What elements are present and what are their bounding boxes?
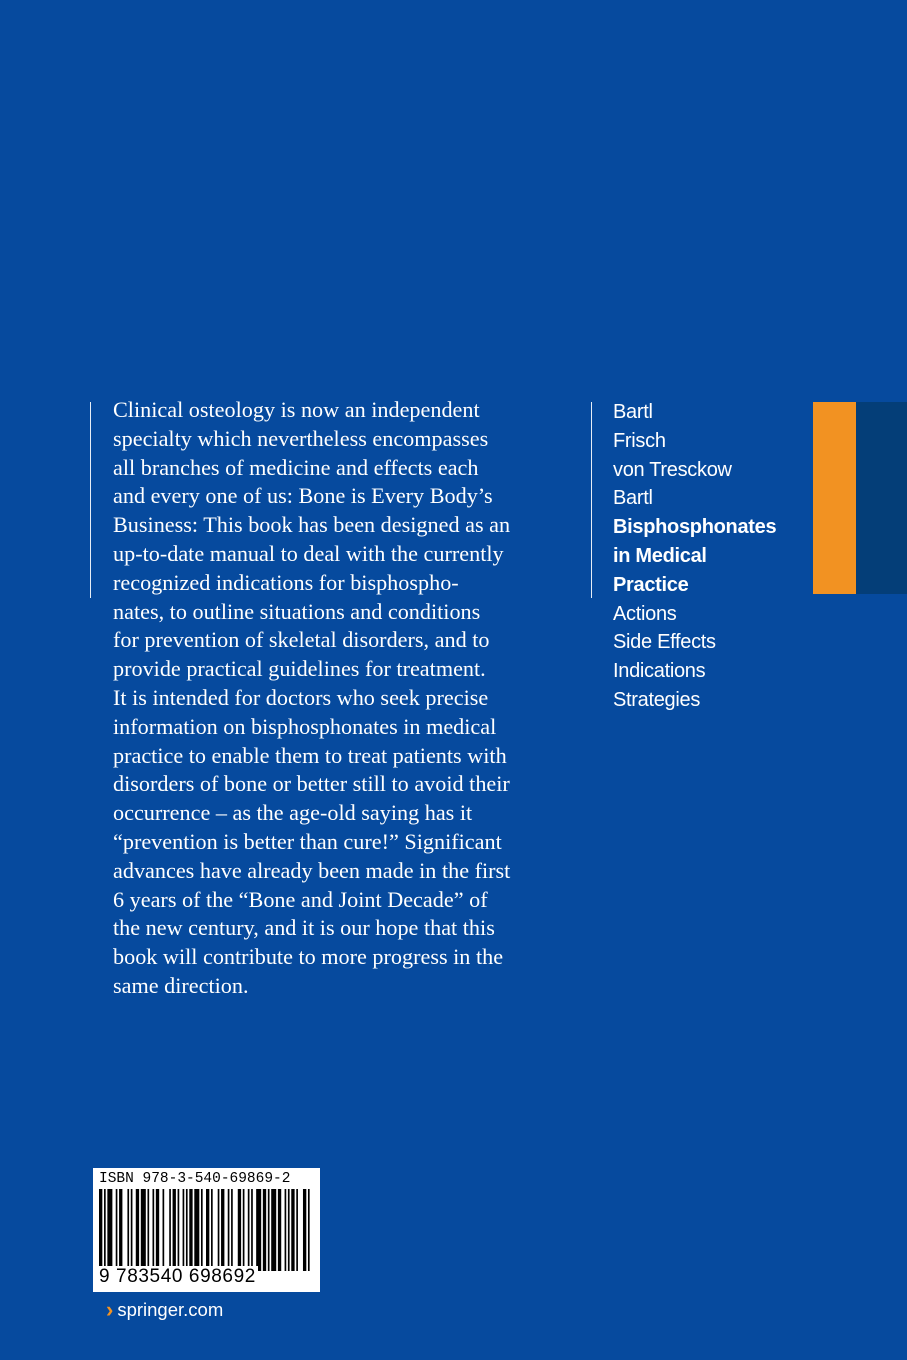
dark-blue-color-stripe [856,402,907,594]
book-subtitle-line: Indications [613,660,706,683]
barcode-bar [173,1189,176,1271]
barcode-bar [211,1189,213,1271]
book-subtitle-line: Actions [613,602,677,625]
blurb-line: Clinical osteology is now an independent [113,397,480,422]
barcode-bar [263,1189,266,1271]
back-cover-blurb [113,396,583,1001]
ean-number: 9 783540 698692 [99,1266,256,1287]
barcode-bar [147,1189,149,1271]
book-info-column [613,398,776,715]
blurb-line: provide practical guidelines for treatment. [113,656,486,682]
barcode-bar [221,1189,224,1271]
barcode-bar [271,1189,276,1271]
barcode-bar [291,1189,294,1271]
blurb-line: for prevention of skeletal disorders, and to [113,627,490,653]
blurb-line: occurrence – as the age-old saying has it [113,800,473,826]
blurb-line: all branches of medicine and effects each [113,454,479,480]
barcode-bar [228,1189,230,1271]
blurb-line: nates, to outline situations and conditions [113,598,481,624]
barcode-bar [141,1189,146,1271]
barcode-bar [256,1189,261,1271]
barcode-bar [189,1189,192,1271]
book-title-line: Practice [613,573,689,596]
author-name: von Tresckow [613,458,732,481]
blurb-line: 6 years of the “Bone and Joint Decade” of [113,886,488,912]
book-title-line: Bisphosphonates [613,516,777,539]
author-name: Frisch [613,429,666,452]
barcode-bar [251,1189,253,1271]
blurb-divider-line [90,402,91,598]
barcode-bar [136,1189,139,1271]
barcode-bar [99,1189,102,1271]
blurb-line: disorders of bone or better still to avoid their [113,771,510,797]
barcode-bar [296,1189,298,1271]
barcode-bar [194,1189,199,1271]
blurb-line: specialty which nevertheless encompasses [113,425,489,451]
barcode-bar [268,1189,270,1271]
barcode-bar [243,1189,245,1271]
blurb-line: book will contribute to more progress in the [113,944,504,970]
isbn-barcode [93,1168,320,1292]
blurb-line: practice to enable them to treat patients with [113,742,507,768]
blurb-line: and every one of us: Bone is Every Body’s [113,483,493,509]
barcode-bars [99,1189,313,1271]
orange-color-stripe [813,402,856,594]
barcode-bar [183,1189,185,1271]
blurb-line: advances have already been made in the first [113,857,511,883]
barcode-bar [131,1189,133,1271]
barcode-bar [288,1189,290,1271]
book-subtitle-line: Strategies [613,688,701,711]
chevron-right-icon: › [106,1297,114,1322]
blurb-line: up-to-date manual to deal with the currently [113,540,504,566]
blurb-line: the new century, and it is our hope that this [113,915,495,941]
barcode-bar [308,1189,310,1271]
blurb-line: Business: This book has been designed as an [113,512,511,538]
barcode-bar [153,1189,155,1271]
barcode-bar [169,1189,171,1271]
blurb-line: “prevention is better than cure!” Significant [113,828,502,854]
barcode-bar [231,1189,233,1271]
blurb-line: It is intended for doctors who seek precise [113,684,489,710]
book-subtitle-line: Side Effects [613,631,716,654]
barcode-bar [248,1189,250,1271]
publisher-link[interactable] [106,1297,223,1323]
barcode-bar [116,1189,118,1271]
side-divider-line [591,402,592,598]
barcode-bar [218,1189,220,1271]
blurb-line: same direction. [113,972,249,998]
barcode-bar [163,1189,165,1271]
barcode-bar [303,1189,306,1271]
barcode-bar [278,1189,281,1271]
blurb-line: recognized indications for bisphospho- [113,569,459,595]
barcode-bar [206,1189,209,1271]
book-title-line: in Medical [613,544,707,567]
barcode-bar [104,1189,106,1271]
barcode-bar [186,1189,188,1271]
isbn-number: ISBN 978-3-540-69869-2 [99,1171,291,1187]
author-name: Bartl [613,487,653,510]
blurb-line: information on bisphosphonates in medical [113,713,497,739]
barcode-bar [285,1189,287,1271]
barcode-bar [107,1189,112,1271]
barcode-bar [238,1189,241,1271]
barcode-bar [127,1189,129,1271]
barcode-bar [178,1189,180,1271]
barcode-bar [201,1189,203,1271]
author-name: Bartl [613,401,653,423]
publisher-url: springer.com [117,1299,224,1320]
barcode-bar [156,1189,159,1271]
barcode-bar [119,1189,122,1271]
